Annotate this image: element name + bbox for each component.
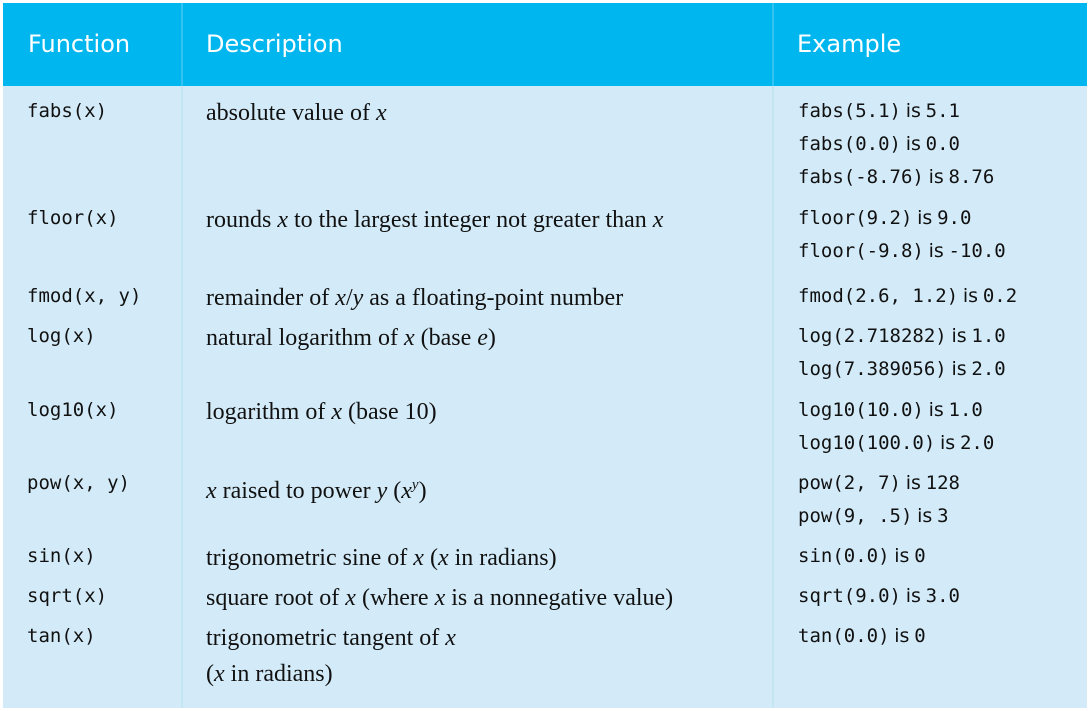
example-result: 2.0 — [959, 432, 995, 454]
description-segment: x — [375, 100, 387, 126]
example-cell — [798, 320, 1006, 386]
example-is: is — [917, 505, 933, 527]
example-line — [798, 280, 1017, 313]
function-name: fabs(x) — [27, 100, 108, 122]
example-line — [798, 235, 1006, 268]
example-code: tan(0.0) — [798, 625, 890, 647]
function-name: tan(x) — [27, 625, 96, 647]
description-segment: e — [477, 325, 488, 351]
function-description — [206, 202, 766, 238]
example-cell — [798, 580, 960, 613]
example-code: fabs(-8.76) — [798, 166, 924, 188]
description-segment: square root of — [206, 585, 346, 611]
description-segment: logarithm of — [206, 399, 332, 425]
description-segment: ( — [387, 478, 402, 504]
description-segment: absolute value of — [206, 100, 376, 126]
example-code: pow(9, .5) — [798, 505, 913, 527]
description-segment: ) — [487, 325, 496, 351]
example-is: is — [928, 240, 944, 262]
example-result: 3 — [937, 505, 949, 527]
example-cell — [798, 280, 1017, 313]
example-line — [798, 580, 960, 613]
header-description: Description — [206, 30, 343, 58]
example-cell — [798, 467, 960, 533]
function-description — [206, 467, 766, 509]
example-line — [798, 320, 1006, 353]
example-is: is — [962, 285, 979, 307]
example-is: is — [905, 472, 921, 494]
description-segment: to the largest integer not greater than — [288, 207, 653, 233]
example-is: is — [951, 325, 967, 347]
example-line — [798, 500, 960, 533]
description-segment: remainder of — [206, 285, 336, 311]
example-result: 0 — [914, 545, 926, 567]
example-cell — [798, 540, 926, 573]
function-name: log(x) — [27, 325, 96, 347]
example-is: is — [928, 399, 944, 421]
header-divider — [772, 3, 774, 86]
description-segment: y — [352, 285, 364, 311]
description-segment: x — [331, 399, 342, 425]
example-line — [798, 394, 994, 427]
function-description — [206, 540, 766, 576]
header-function: Function — [28, 30, 131, 58]
example-line — [798, 95, 994, 128]
description-segment: trigonometric tangent of — [206, 625, 446, 651]
example-cell — [798, 202, 1006, 268]
function-description — [206, 280, 766, 316]
description-segment: trigonometric sine of — [206, 545, 414, 571]
example-result: 0.0 — [925, 133, 960, 155]
example-cell — [798, 620, 926, 653]
example-is: is — [894, 545, 910, 567]
function-name: sqrt(x) — [27, 585, 108, 607]
column-divider — [181, 3, 183, 708]
example-result: 1.0 — [948, 399, 983, 421]
description-segment: in radians) — [224, 661, 333, 687]
example-result: 128 — [925, 472, 960, 494]
function-description — [206, 580, 766, 616]
example-is: is — [928, 166, 944, 188]
description-segment: x — [214, 661, 225, 687]
example-result: 8.76 — [948, 166, 995, 188]
example-result: 3.0 — [925, 585, 960, 607]
example-code: log(2.718282) — [798, 325, 947, 347]
example-line — [798, 161, 994, 194]
example-line — [798, 467, 960, 500]
function-name: sin(x) — [27, 545, 96, 567]
example-result: 0 — [914, 625, 926, 647]
function-description — [206, 620, 766, 692]
example-code: fabs(5.1) — [798, 100, 901, 122]
example-code: pow(2, 7) — [798, 472, 901, 494]
function-name: log10(x) — [27, 399, 119, 421]
description-segment: x — [652, 207, 664, 233]
description-segment: as a floating-point number — [363, 285, 624, 311]
description-segment: ) — [418, 478, 427, 504]
example-result: 2.0 — [971, 358, 1006, 380]
description-segment: in radians) — [448, 545, 557, 571]
function-description — [206, 95, 766, 131]
example-cell — [798, 394, 994, 460]
description-segment: y — [411, 477, 419, 493]
example-result: 5.1 — [925, 100, 960, 122]
example-line — [798, 540, 926, 573]
description-segment: / — [345, 285, 353, 311]
header-example: Example — [797, 30, 902, 58]
description-segment: ( — [423, 545, 438, 571]
example-is: is — [940, 432, 956, 454]
description-segment: ( — [206, 661, 214, 687]
function-description — [206, 394, 766, 430]
example-code: log10(10.0) — [798, 399, 924, 421]
description-segment: x — [445, 625, 456, 651]
example-result: 1.0 — [971, 325, 1006, 347]
description-segment: x — [335, 285, 346, 311]
description-segment: (where — [355, 585, 435, 611]
column-divider — [772, 3, 774, 708]
example-is: is — [905, 100, 921, 122]
example-code: fmod(2.6, 1.2) — [798, 285, 959, 307]
description-segment: natural logarithm of — [206, 325, 404, 351]
description-segment: x — [206, 478, 217, 504]
example-code: log10(100.0) — [798, 432, 936, 454]
example-code: fabs(0.0) — [798, 133, 901, 155]
description-segment: x — [345, 585, 356, 611]
description-segment: rounds — [206, 207, 278, 233]
example-line — [798, 128, 994, 161]
description-segment: (base — [414, 325, 478, 351]
function-name: pow(x, y) — [27, 472, 130, 494]
description-segment: is a nonnegative value) — [445, 585, 674, 611]
example-code: log(7.389056) — [798, 358, 947, 380]
function-description — [206, 320, 766, 356]
description-segment: x — [434, 585, 446, 611]
example-result: 0.2 — [982, 285, 1018, 307]
example-line — [798, 202, 1006, 235]
example-result: -10.0 — [948, 240, 1006, 262]
example-is: is — [905, 133, 921, 155]
function-name: floor(x) — [27, 207, 119, 229]
example-code: sqrt(9.0) — [798, 585, 901, 607]
function-name: fmod(x, y) — [27, 285, 142, 307]
description-segment: raised to power — [216, 478, 377, 504]
example-is: is — [894, 625, 910, 647]
example-cell — [798, 95, 994, 194]
example-code: sin(0.0) — [798, 545, 890, 567]
example-line — [798, 353, 1006, 386]
description-segment: x — [277, 207, 288, 233]
example-code: floor(-9.8) — [798, 240, 924, 262]
math-functions-table — [3, 3, 1087, 708]
description-segment: x — [413, 545, 424, 571]
header-divider — [181, 3, 183, 86]
example-line — [798, 427, 994, 460]
description-segment: (base 10) — [341, 399, 437, 425]
example-is: is — [917, 207, 933, 229]
description-segment: y — [376, 478, 388, 504]
example-result: 9.0 — [937, 207, 972, 229]
example-code: floor(9.2) — [798, 207, 913, 229]
description-segment: x — [403, 325, 415, 351]
description-segment: x — [437, 545, 449, 571]
description-segment: x — [401, 478, 412, 504]
example-is: is — [905, 585, 921, 607]
table-header — [3, 3, 1087, 86]
example-line — [798, 620, 926, 653]
example-is: is — [951, 358, 967, 380]
